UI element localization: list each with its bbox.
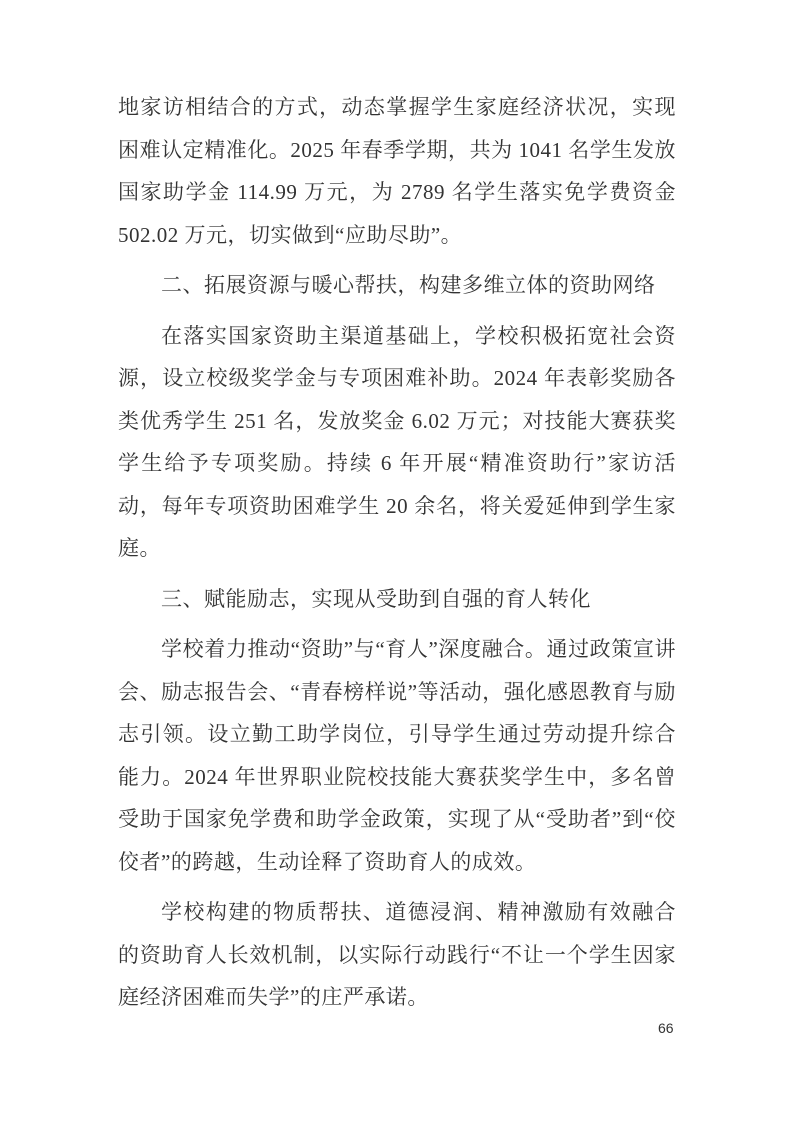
section-heading-2: 二、拓展资源与暖心帮扶，构建多维立体的资助网络 [161, 273, 656, 297]
document-body [118, 86, 676, 1027]
section-heading-3: 三、赋能励志，实现从受助到自强的育人转化 [161, 586, 591, 611]
body-paragraph-empowerment: 学校着力推动“资助”与“育人”深度融合。通过政策宣讲会、励志报告会、“青春榜样说”等活动，强化感恩教育与励志引领。设立勤工助学岗位，引导学生通过劳动提升综合能力。2024 年世界职业院校技能大赛获奖学生中，多名曾受助于国家免学费和助学金政策，实现了从“受助者”到“佼佼者”的跨越，生动诠释了资助育人的成效。 [118, 637, 676, 874]
page-number: 66 [658, 1020, 674, 1036]
paragraph-continuation: 地家访相结合的方式，动态掌握学生家庭经济状况，实现困难认定精准化。2025 年春季学期，共为 1041 名学生发放国家助学金 114.99 万元，为 2789 名学生落实免学费资金 502.02 万元，切实做到“应助尽助”。 [118, 95, 676, 247]
body-paragraph-conclusion: 学校构建的物质帮扶、道德浸润、精神激励有效融合的资助育人长效机制，以实际行动践行“不让一个学生因家庭经济困难而失学”的庄严承诺。 [118, 900, 676, 1009]
body-paragraph-resources: 在落实国家资助主渠道基础上，学校积极拓宽社会资源，设立校级奖学金与专项困难补助。2024 年表彰奖励各类优秀学生 251 名，发放奖金 6.02 万元；对技能大赛获奖学生给予专项奖励。持续 6 年开展“精准资助行”家访活动，每年专项资助困难学生 20 余名，将关爱延伸到学生家庭。 [118, 323, 676, 560]
